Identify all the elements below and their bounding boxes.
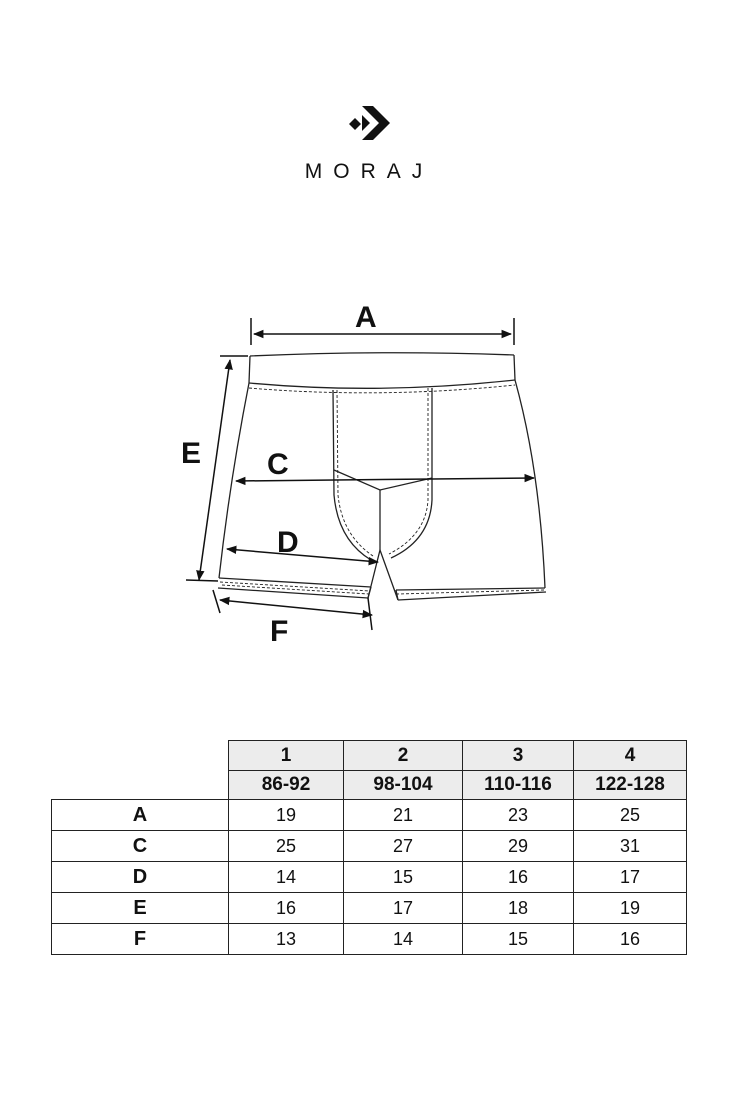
row-label: C: [52, 831, 229, 862]
table-cell: 19: [229, 800, 344, 831]
table-cell: 31: [574, 831, 687, 862]
table-cell: 14: [229, 862, 344, 893]
table-cell: 19: [574, 893, 687, 924]
measurement-lines: [186, 318, 534, 630]
size-table: [51, 740, 687, 955]
size-header-row: [52, 741, 687, 771]
row-label: E: [52, 893, 229, 924]
table-cell: 21: [344, 800, 463, 831]
table-cell: 17: [344, 893, 463, 924]
table-corner: [52, 741, 229, 771]
size-number: 2: [344, 741, 463, 771]
table-cell: 23: [463, 800, 574, 831]
table-row: [52, 924, 687, 955]
label-d: D: [277, 526, 299, 559]
table-corner: [52, 771, 229, 800]
size-range-row: [52, 771, 687, 800]
size-range: 98-104: [344, 771, 463, 800]
table-row: [52, 862, 687, 893]
row-label: D: [52, 862, 229, 893]
table-row: [52, 800, 687, 831]
table-cell: 16: [574, 924, 687, 955]
table-cell: 18: [463, 893, 574, 924]
size-number: 1: [229, 741, 344, 771]
size-range: 110-116: [463, 771, 574, 800]
label-e: E: [181, 437, 202, 470]
table-cell: 16: [229, 893, 344, 924]
logo-small-diamond-icon: [349, 118, 361, 130]
table-cell: 17: [574, 862, 687, 893]
table-cell: 15: [463, 924, 574, 955]
table-cell: 16: [463, 862, 574, 893]
size-number: 4: [574, 741, 687, 771]
table-cell: 25: [229, 831, 344, 862]
brand-name: MORAJ: [304, 160, 434, 183]
table-cell: 14: [344, 924, 463, 955]
size-number: 3: [463, 741, 574, 771]
table-cell: 27: [344, 831, 463, 862]
row-label: F: [52, 924, 229, 955]
size-range: 86-92: [229, 771, 344, 800]
table-row: [52, 831, 687, 862]
table-cell: 25: [574, 800, 687, 831]
label-c: C: [267, 448, 289, 481]
table-cell: 13: [229, 924, 344, 955]
label-f: F: [270, 615, 289, 648]
logo-chevron-inner-icon: [362, 115, 370, 131]
size-range: 122-128: [574, 771, 687, 800]
row-label: A: [52, 800, 229, 831]
table-row: [52, 893, 687, 924]
label-a: A: [355, 301, 377, 334]
boxer-shorts-measurement-diagram: [0, 290, 730, 650]
table-cell: 15: [344, 862, 463, 893]
table-cell: 29: [463, 831, 574, 862]
